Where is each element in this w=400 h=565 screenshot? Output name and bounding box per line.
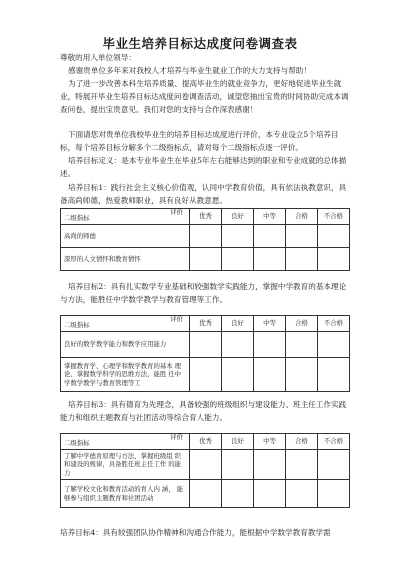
definition-paragraph: 培养目标定义：是本专业毕业生在毕业5年左右能够达到的职业和专业成就的总体描述。 bbox=[60, 156, 347, 178]
indicator-text: 了解学校文化和教育活动的育人内 涵， 能够参与组织主题教育和社团活动 bbox=[61, 480, 190, 508]
rating-fail: 不合格 bbox=[318, 434, 350, 450]
rating-cell[interactable] bbox=[318, 248, 350, 271]
rating-cell[interactable] bbox=[286, 225, 318, 248]
document-title: 毕业生培养目标达成度问卷调查表 bbox=[102, 36, 298, 51]
rating-cell[interactable] bbox=[190, 480, 222, 508]
eval-label: 评价 bbox=[170, 315, 183, 323]
rating-table-goal-3 bbox=[60, 433, 350, 508]
rating-cell[interactable] bbox=[254, 450, 286, 480]
rating-cell[interactable] bbox=[286, 450, 318, 480]
rating-pass: 合格 bbox=[286, 434, 318, 450]
thanks-paragraph: 感谢贵单位多年来对我校人才培养与毕业生就业工作的大力支持与帮助！ bbox=[68, 66, 311, 75]
goal-1-text: 培养目标1：践行社会主义核心价值观，认同中学教育价值，具有依法执教意识，具备高尚师德，热爱教师职业，具有良好从教意愿。 bbox=[60, 183, 347, 205]
rating-cell[interactable] bbox=[254, 358, 286, 392]
rating-cell[interactable] bbox=[190, 248, 222, 271]
header-diagonal-cell bbox=[61, 434, 190, 450]
rating-cell[interactable] bbox=[222, 248, 254, 271]
rating-excellent: 优秀 bbox=[190, 209, 222, 225]
table-row bbox=[61, 358, 350, 392]
table-row bbox=[61, 248, 350, 271]
rating-cell[interactable] bbox=[318, 450, 350, 480]
rating-cell[interactable] bbox=[190, 450, 222, 480]
rating-cell[interactable] bbox=[222, 450, 254, 480]
indicator-text: 掌握教育学、心理学和数学教育的基本 理论、掌握数学科学的思维方法，能胜 任中学数学教学与教育管理等工 bbox=[61, 358, 190, 392]
rating-good: 良好 bbox=[222, 316, 254, 332]
rating-excellent: 优秀 bbox=[190, 434, 222, 450]
intro-paragraph: 为了进一步改善本科生培养质量、提高毕业生的就业竞争力，更好地促进毕业生就业，特展开毕业生培养目标达成度问卷调查活动，诚望您抽出宝贵的时间协助完成本调查问卷，提出宝贵意见。我们对您的支持与合作深表感谢！ bbox=[60, 79, 349, 114]
greeting: 尊敬的用人单位领导： bbox=[60, 53, 136, 62]
indicator-text: 良好的数学教学能力和教学应用能力 bbox=[61, 332, 190, 358]
goal-2-text: 培养目标2：具有扎实数学专业基础和较强数学实践能力，掌握中学教育的基本理论与方法，能胜任中学数学教学与教育管理等工作。 bbox=[60, 282, 347, 304]
rating-cell[interactable] bbox=[190, 225, 222, 248]
indicator-text: 了解中学德育原理与方法，掌握班级组 织和建设的规律，具备胜任班主任工作 的能力 bbox=[61, 450, 190, 480]
goal-3-text: 培养目标3：具有德育为先理念，具备较强的班级组织与建设能力、班主任工作实践能力和组织主题教育与社团活动等综合育人能力。 bbox=[60, 400, 347, 422]
rating-cell[interactable] bbox=[190, 358, 222, 392]
rating-pass: 合格 bbox=[286, 209, 318, 225]
rating-excellent: 优秀 bbox=[190, 316, 222, 332]
indicator-text: 深厚的人文情怀和教育情怀 bbox=[61, 248, 190, 271]
rating-cell[interactable] bbox=[222, 358, 254, 392]
rating-medium: 中等 bbox=[254, 316, 286, 332]
goal-4-text: 培养目标4：具有较强团队协作精神和沟通合作能力，能根据中学数学教育教学需 bbox=[60, 528, 331, 537]
rating-cell[interactable] bbox=[286, 248, 318, 271]
rating-medium: 中等 bbox=[254, 209, 286, 225]
rating-cell[interactable] bbox=[254, 480, 286, 508]
header-diagonal-cell bbox=[61, 209, 190, 225]
table-header-row bbox=[61, 209, 350, 225]
rating-fail: 不合格 bbox=[318, 316, 350, 332]
rating-cell[interactable] bbox=[318, 225, 350, 248]
rating-pass: 合格 bbox=[286, 316, 318, 332]
table-header-row bbox=[61, 316, 350, 332]
rating-cell[interactable] bbox=[222, 480, 254, 508]
table-header-row bbox=[61, 434, 350, 450]
eval-label: 评价 bbox=[170, 433, 183, 441]
table-row bbox=[61, 332, 350, 358]
rating-good: 良好 bbox=[222, 209, 254, 225]
rating-cell[interactable] bbox=[286, 332, 318, 358]
rating-cell[interactable] bbox=[190, 332, 222, 358]
rating-cell[interactable] bbox=[254, 225, 286, 248]
rating-cell[interactable] bbox=[318, 480, 350, 508]
header-diagonal-cell bbox=[61, 316, 190, 332]
rating-cell[interactable] bbox=[254, 332, 286, 358]
indicator-text: 高尚的师德 bbox=[61, 225, 190, 248]
rating-cell[interactable] bbox=[286, 358, 318, 392]
indicator-label: 二级指标 bbox=[64, 214, 90, 223]
table-row bbox=[61, 450, 350, 480]
table-row bbox=[61, 225, 350, 248]
rating-medium: 中等 bbox=[254, 434, 286, 450]
table-row bbox=[61, 480, 350, 508]
rating-cell[interactable] bbox=[222, 332, 254, 358]
rating-cell[interactable] bbox=[222, 225, 254, 248]
rating-table-goal-2 bbox=[60, 315, 350, 392]
rating-cell[interactable] bbox=[286, 480, 318, 508]
rating-cell[interactable] bbox=[318, 332, 350, 358]
rating-cell[interactable] bbox=[318, 358, 350, 392]
rating-cell[interactable] bbox=[254, 248, 286, 271]
instruction-paragraph: 下面请您对贵单位我校毕业生的培养目标达成度进行评价，本专业设立5个培养目标，每个培养目标分解多个二级指标点，请对每个二级指标点逐一评价。 bbox=[60, 130, 339, 152]
indicator-label: 二级指标 bbox=[64, 439, 90, 448]
eval-label: 评价 bbox=[170, 208, 183, 216]
rating-table-goal-1 bbox=[60, 208, 350, 271]
rating-fail: 不合格 bbox=[318, 209, 350, 225]
rating-good: 良好 bbox=[222, 434, 254, 450]
indicator-label: 二级指标 bbox=[64, 321, 90, 330]
